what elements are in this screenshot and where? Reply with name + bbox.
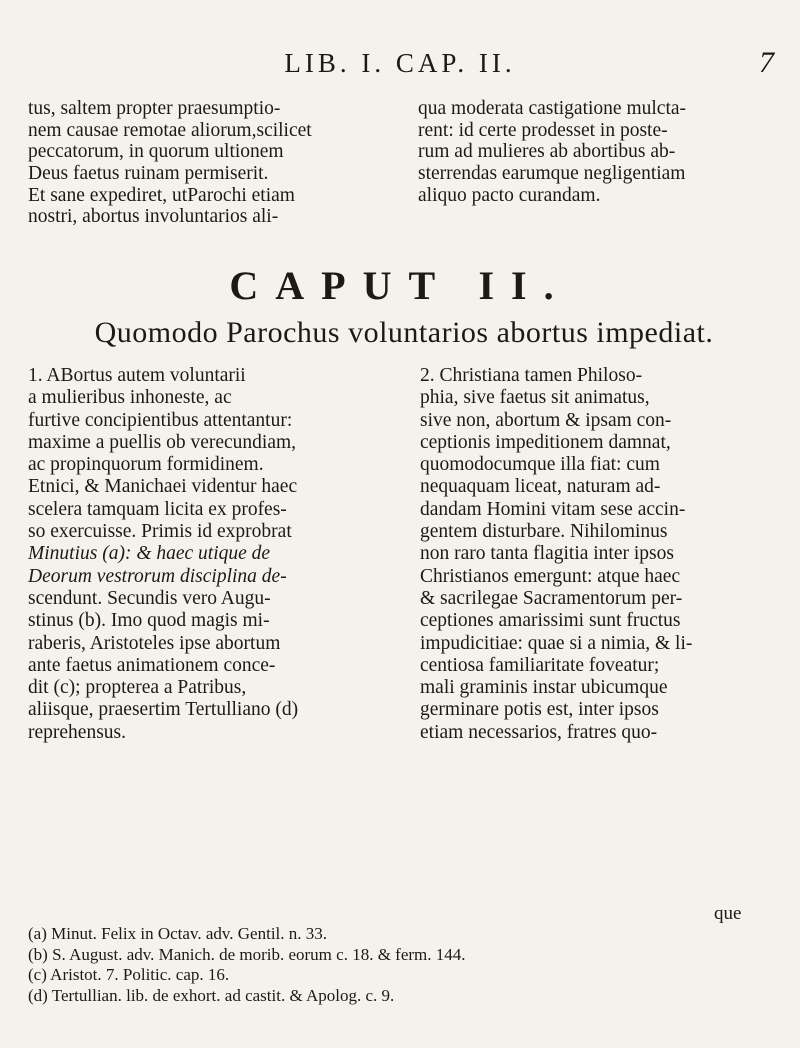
text-line: ceptiones amarissimi sunt fructus — [420, 610, 681, 632]
text-line: qua moderata castigatione mulcta- — [418, 98, 687, 119]
text-line: raberis, Aristoteles ipse abortum — [28, 632, 281, 654]
text-line: 2. Christiana tamen Philoso- — [420, 365, 643, 386]
text-line: furtive concipientibus attentantur: — [28, 409, 293, 431]
text-line: ante faetus animationem conce- — [28, 654, 276, 676]
text-line: peccatorum, in quorum ultionem — [28, 141, 284, 163]
text-line: dandam Homini vitam sese accin- — [420, 498, 686, 520]
text-line: nequaquam liceat, naturam ad- — [420, 476, 661, 498]
text-line: Minutius (a): & haec utique de — [28, 543, 271, 565]
running-head — [0, 48, 800, 82]
text-line: sive non, abortum & ipsam con- — [420, 409, 672, 431]
footnote: (b) S. August. adv. Manich. de morib. eorum c. 18. & ferm. 144. — [28, 944, 466, 964]
text-line: so exercuisse. Primis id exprobrat — [28, 521, 292, 543]
footnote: (a) Minut. Felix in Octav. adv. Gentil. n. 33. — [28, 924, 328, 943]
text-line: aliisque, praesertim Tertulliano (d) — [28, 699, 299, 721]
page-number: 7 — [759, 46, 778, 79]
text-line: ac propinquorum formidinem. — [28, 454, 264, 476]
footnote: (c) Aristot. 7. Politic. cap. 16. — [28, 965, 230, 984]
text-line: stinus (b). Imo quod magis mi- — [28, 610, 270, 632]
chapter-subtitle: Quomodo Parochus voluntarios abortus impediat. — [94, 316, 714, 349]
text-line: centiosa familiaritate foveatur; — [420, 654, 660, 676]
chapter-heading: CAPUT II. — [229, 263, 571, 308]
text-line: impudicitiae: quae si a nimia, & li- — [420, 632, 693, 654]
text-line: dit (c); propterea a Patribus, — [28, 677, 247, 699]
left-column — [28, 365, 388, 744]
text-line: Etnici, & Manichaei videntur haec — [28, 476, 298, 498]
text-line: aliquo pacto curandam. — [418, 184, 601, 206]
text-line: rent: id certe prodesset in poste- — [418, 119, 668, 141]
text-line: Christianos emergunt: atque haec — [420, 565, 681, 587]
text-line: 1. ABortus autem voluntarii — [28, 365, 246, 386]
text-line: nostri, abortus involuntarios ali- — [28, 206, 279, 228]
text-line: etiam necessarios, fratres quo- — [420, 721, 658, 743]
text-line: gentem disturbare. Nihilominus — [420, 521, 668, 543]
text-line: scendunt. Secundis vero Augu- — [28, 587, 271, 609]
text-line: tus, saltem propter praesumptio- — [28, 98, 281, 119]
text-line: ceptionis impeditionem damnat, — [420, 431, 671, 453]
right-column — [420, 365, 780, 744]
text-line: non raro tanta flagitia inter ipsos — [420, 543, 674, 565]
text-line: Et sane expediret, utParochi etiam — [28, 184, 295, 206]
continued-text-left — [28, 98, 380, 228]
text-line: & sacrilegae Sacramentorum per- — [420, 587, 683, 609]
text-line: nem causae remotae aliorum,scilicet — [28, 119, 312, 141]
catchword: que — [714, 903, 742, 924]
footnotes — [28, 924, 780, 1006]
text-line: Deus faetus ruinam permiserit. — [28, 163, 269, 185]
text-line: germinare potis est, inter ipsos — [420, 699, 659, 721]
text-line: phia, sive faetus sit animatus, — [420, 387, 650, 409]
text-line: Deorum vestrorum disciplina de- — [28, 565, 287, 587]
footnote: (d) Tertullian. lib. de exhort. ad castit. & Apolog. c. 9. — [28, 985, 395, 1005]
text-line: mali graminis instar ubicumque — [420, 677, 668, 699]
text-line: sterrendas earumque negligentiam — [418, 163, 686, 185]
running-head-text: LIB. I. CAP. II. — [284, 48, 516, 78]
continued-text-right — [418, 98, 778, 206]
text-line: reprehensus. — [28, 721, 127, 743]
text-line: a mulieribus inhoneste, ac — [28, 387, 232, 409]
text-line: quomodocumque illa fiat: cum — [420, 454, 660, 476]
text-line: maxime a puellis ob verecundiam, — [28, 431, 297, 453]
text-line: scelera tamquam licita ex profes- — [28, 498, 287, 520]
text-line: rum ad mulieres ab abortibus ab- — [418, 141, 676, 163]
